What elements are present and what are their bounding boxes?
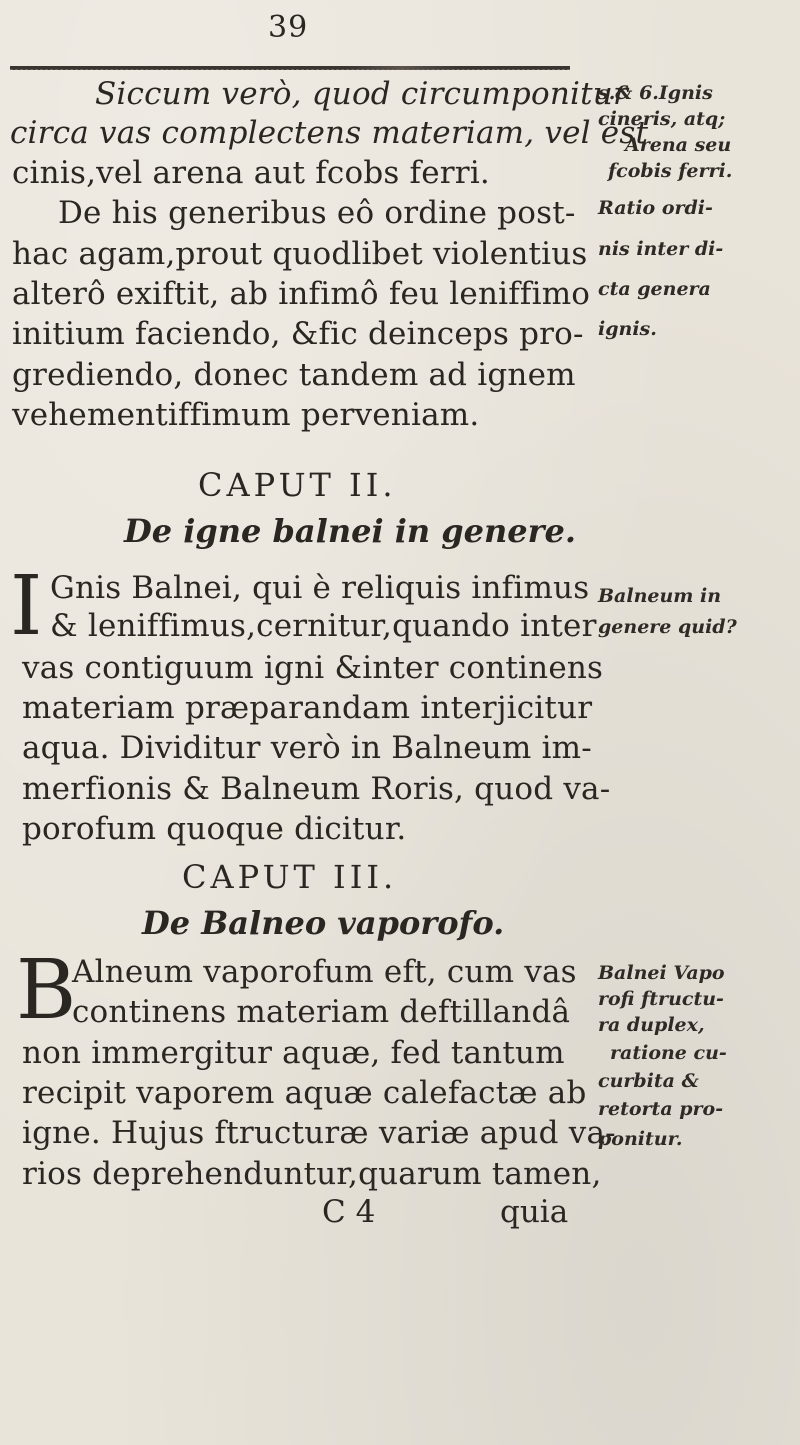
margin-note: genere quid? xyxy=(598,616,737,638)
text-line: Alneum vaporofum eft, cum vas xyxy=(72,954,577,990)
text-line: De his generibus eô ordine post- xyxy=(58,195,576,231)
text-line: & leniffimus,cernitur,quando inter xyxy=(50,608,597,644)
text-line: hac agam,prout quodlibet violentius xyxy=(12,236,588,272)
margin-note: nis inter di- xyxy=(598,238,724,260)
text-line: continens materiam deftillandâ xyxy=(72,994,571,1030)
margin-note: Ratio ordi- xyxy=(598,197,713,219)
chapter-heading: CAPUT III. xyxy=(182,858,398,896)
page-number: 39 xyxy=(268,10,309,45)
drop-cap: I xyxy=(10,559,43,654)
chapter-subheading: De Balneo vaporofo. xyxy=(142,904,505,942)
margin-note: Balnei Vapo xyxy=(598,962,725,984)
text-line: porofum quoque dicitur. xyxy=(22,811,407,847)
margin-note: retorta pro- xyxy=(598,1098,724,1120)
text-line: materiam præparandam interjicitur xyxy=(22,690,593,726)
text-line: circa vas complectens materiam, vel est xyxy=(10,115,649,151)
text-line: initium faciendo, &fic deinceps pro- xyxy=(12,316,584,352)
margin-note: ratione cu- xyxy=(610,1042,727,1064)
chapter-subheading: De igne balnei in genere. xyxy=(124,512,577,550)
margin-note: curbita & xyxy=(598,1070,699,1092)
text-line: alterô exiftit, ab infimô feu leniffimo xyxy=(12,276,591,312)
catchword: quia xyxy=(500,1194,569,1230)
text-line: recipit vaporem aquæ calefactæ ab xyxy=(22,1075,587,1111)
text-line: merfionis & Balneum Roris, quod va- xyxy=(22,771,611,807)
text-line: vehementiffimum perveniam. xyxy=(12,397,480,433)
margin-note: fcobis ferri. xyxy=(608,160,733,182)
signature-mark: C 4 xyxy=(322,1194,376,1230)
margin-note: s.& 6.Ignis xyxy=(598,82,713,104)
text-line: vas contiguum igni &inter continens xyxy=(22,650,604,686)
margin-note: Balneum in xyxy=(598,585,722,607)
margin-note: Arena seu xyxy=(625,134,732,156)
margin-note: ignis. xyxy=(598,318,657,340)
text-line: rios deprehenduntur,quarum tamen, xyxy=(22,1156,602,1192)
header-rule xyxy=(10,66,570,70)
text-line: non immergitur aquæ, fed tantum xyxy=(22,1035,565,1071)
margin-note: cta genera xyxy=(598,278,711,300)
margin-note: ra duplex, xyxy=(598,1014,705,1036)
text-line: Gnis Balnei, qui è reliquis infimus xyxy=(50,570,590,606)
text-line: igne. Hujus ftructuræ variæ apud va- xyxy=(22,1115,616,1151)
text-line: Siccum verò, quod circumponitur xyxy=(95,76,628,112)
margin-note: ponitur. xyxy=(598,1128,683,1150)
chapter-heading: CAPUT II. xyxy=(198,466,397,504)
margin-note: rofi ftructu- xyxy=(598,988,724,1010)
text-line: grediendo, donec tandem ad ignem xyxy=(12,357,576,393)
drop-cap: B xyxy=(16,943,77,1038)
text-line: cinis,vel arena aut fcobs ferri. xyxy=(12,155,490,191)
text-line: aqua. Dividitur verò in Balneum im- xyxy=(22,730,592,766)
margin-note: cineris, atq; xyxy=(598,108,726,130)
